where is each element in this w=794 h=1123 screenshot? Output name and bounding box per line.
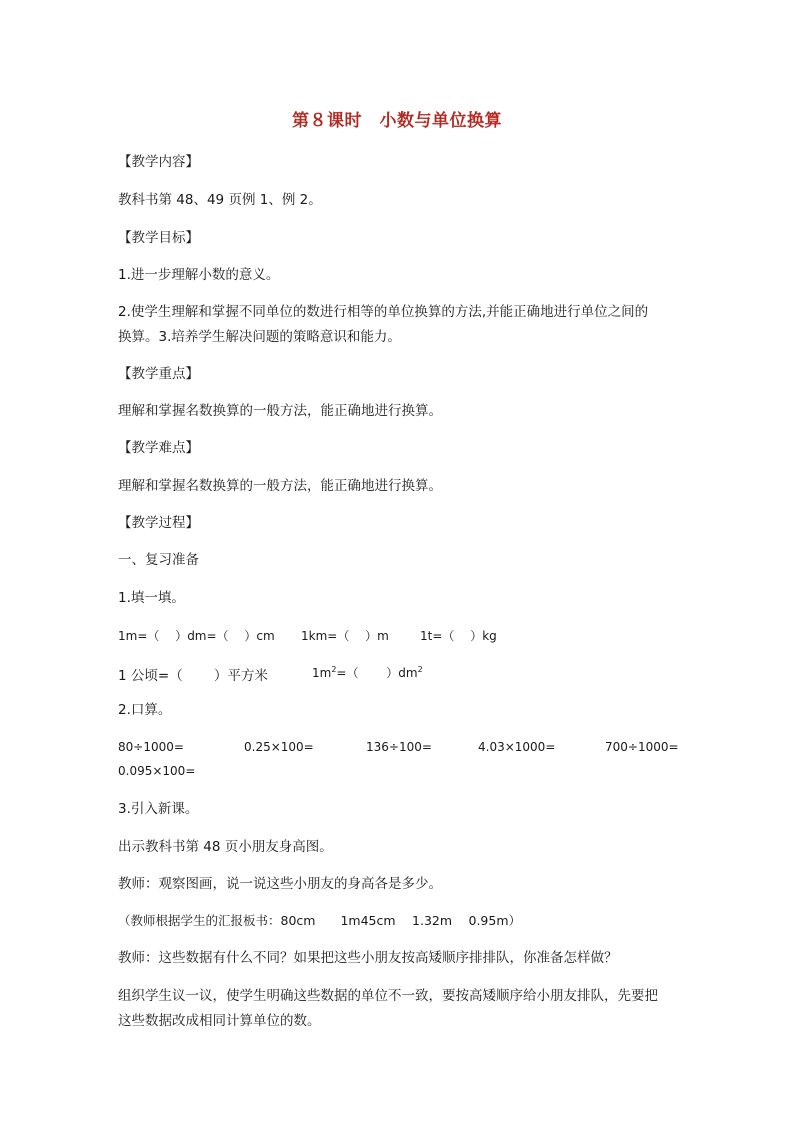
teacher-line-2: 教师：这些数据有什么不同？如果把这些小朋友按高矮顺序排排队，你准备怎样做？ [118,950,618,966]
intro-text: 出示教科书第 48 页小朋友身高图。 [118,839,333,855]
fill-item: 1km=（ ）m [301,629,389,643]
oral-row-1 [118,740,678,756]
fill-row-2 [118,664,678,682]
process-heading: 【教学过程】 [118,515,199,531]
fill-text: 1m [312,666,332,680]
review-heading: 一、复习准备 [118,552,199,568]
goal-1: 1.进一步理解小数的意义。 [118,267,280,283]
goals-heading: 【教学目标】 [118,230,199,246]
fill-item: 1 公顷=（ ）平方米 [118,668,268,684]
difficulty-heading: 【教学难点】 [118,440,199,456]
oral-item: 700÷1000= [605,740,679,754]
key-text: 理解和掌握名数换算的一般方法，能正确地进行换算。 [118,403,442,419]
fill-row-1 [118,627,678,643]
oral-item: 80÷1000= [118,740,184,754]
superscript: 2 [331,665,337,674]
teacher-line-1: 教师：观察图画，说一说这些小朋友的身高各是多少。 [118,876,442,892]
content-heading: 【教学内容】 [118,154,199,170]
oral-heading: 2.口算。 [118,702,172,718]
fill-item-area [312,664,423,681]
board-text: （教师根据学生的汇报板书：80cm 1m45cm 1.32m 0.95m） [118,913,522,928]
key-heading: 【教学重点】 [118,366,199,382]
fill-text: =（ ）dm [336,666,418,680]
intro-heading: 3.引入新课。 [118,801,199,817]
goal-2-line2: 换算。3.培养学生解决问题的策略意识和能力。 [118,329,401,345]
oral-item: 0.25×100= [244,740,314,754]
oral-row-2: 0.095×100= [118,764,196,778]
page-title: 第８课时 小数与单位换算 [292,111,502,131]
oral-item: 136÷100= [366,740,432,754]
organize-line-1: 组织学生议一议，使学生明确这些数据的单位不一致，要按高矮顺序给小朋友排队，先要把 [118,988,658,1004]
content-text: 教科书第 48、49 页例 1、例 2。 [118,192,322,208]
difficulty-text: 理解和掌握名数换算的一般方法，能正确地进行换算。 [118,478,442,494]
superscript: 2 [417,665,423,674]
goal-2-line1: 2.使学生理解和掌握不同单位的数进行相等的单位换算的方法,并能正确地进行单位之间的 [118,304,649,320]
fill-item: 1m=（ ）dm=（ ）cm [118,629,275,643]
fill-heading: 1.填一填。 [118,590,185,606]
oral-item: 4.03×1000= [478,740,556,754]
organize-line-2: 这些数据改成相同计算单位的数。 [118,1013,321,1029]
fill-item: 1t=（ ）kg [420,629,497,643]
